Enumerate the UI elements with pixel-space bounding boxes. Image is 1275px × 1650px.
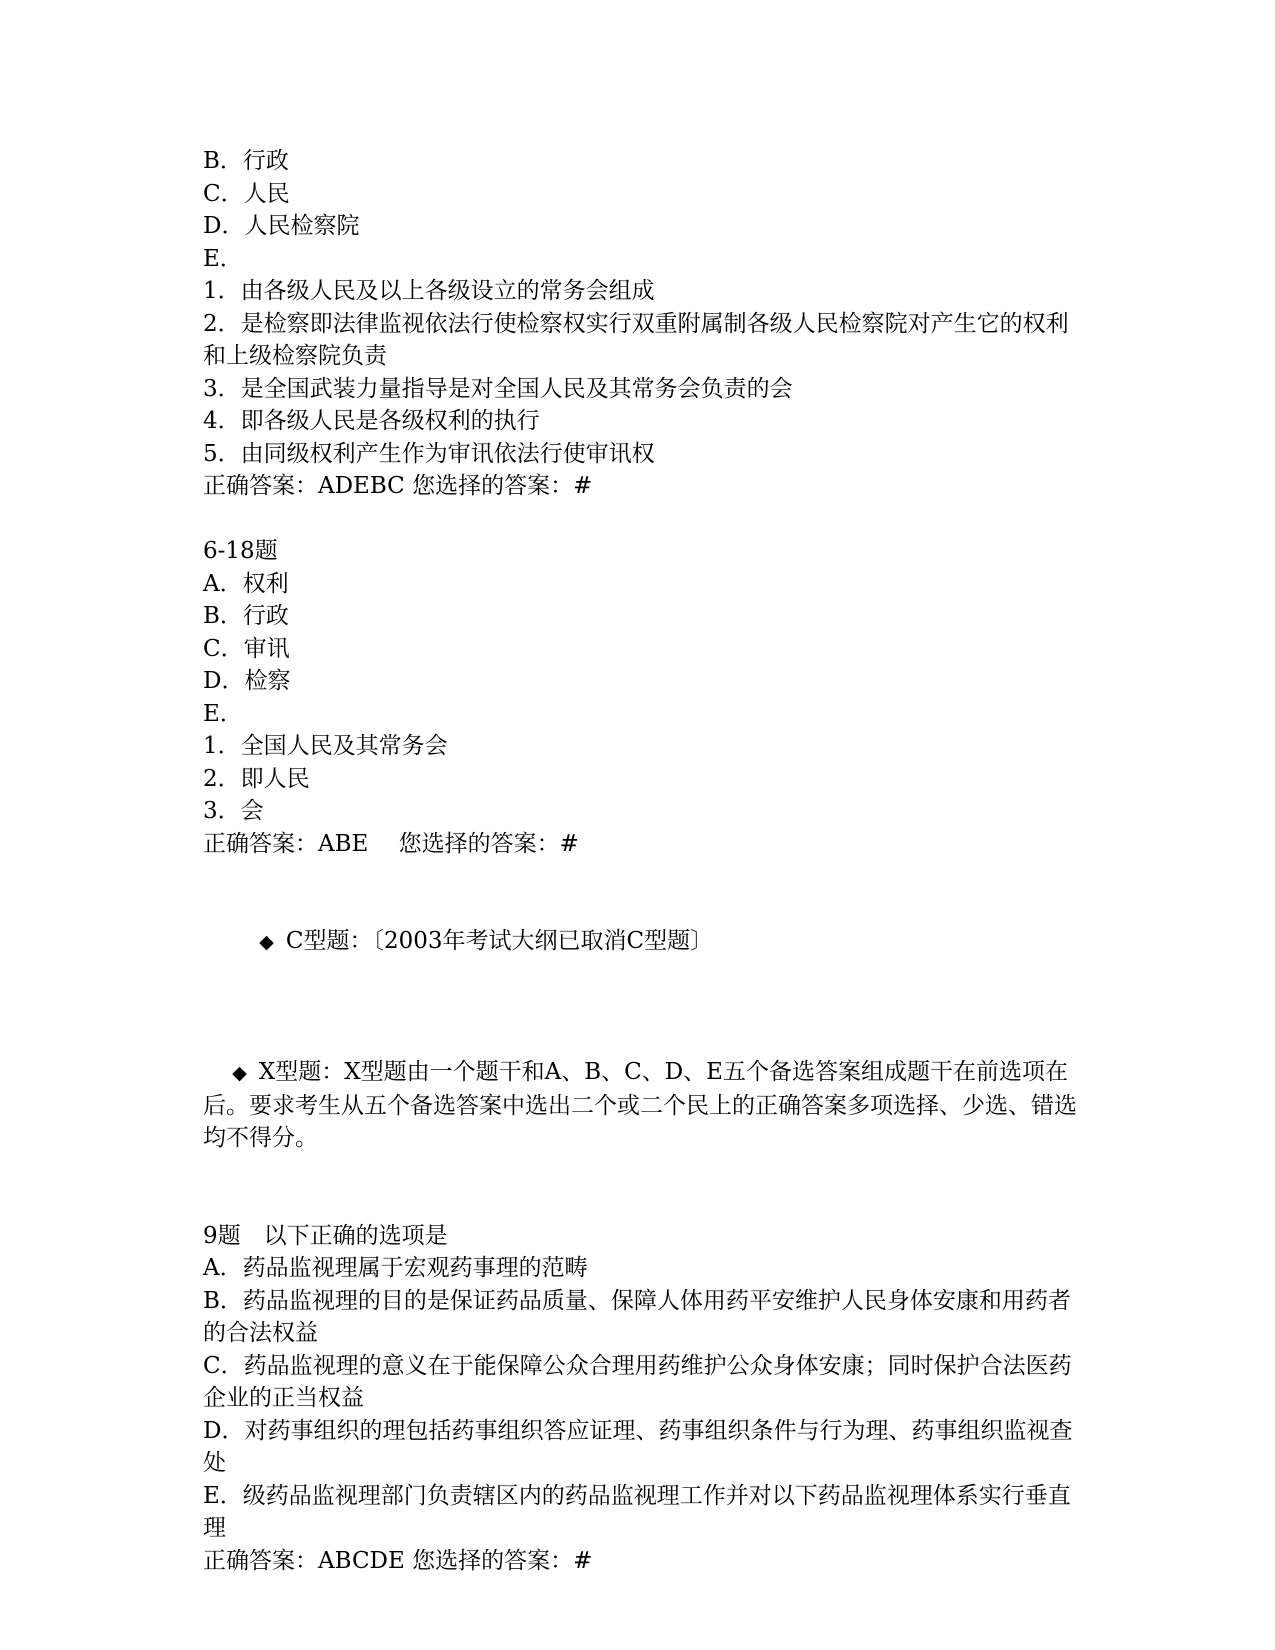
option-e: E． bbox=[203, 245, 243, 272]
c-type-text: C型题：〔2003年考试大纲已取消C型题〕 bbox=[285, 928, 714, 954]
question-block-3 bbox=[203, 1220, 1083, 1578]
item-1: 1．全国人民及其常务会 bbox=[203, 733, 448, 759]
answer-line: 正确答案：ABCDE 您选择的答案：# bbox=[203, 1547, 593, 1574]
spacer bbox=[203, 991, 1083, 1024]
item-4: 4．即各级人民是各级权利的执行 bbox=[203, 408, 540, 434]
option-d: D．人民检察院 bbox=[203, 213, 360, 239]
diamond-bullet-icon: ◆ bbox=[259, 931, 274, 953]
option-a: A．药品监视理属于宏观药事理的范畴 bbox=[203, 1255, 588, 1281]
spacer bbox=[203, 1187, 1083, 1220]
c-type-note bbox=[203, 893, 1083, 992]
diamond-bullet-icon: ◆ bbox=[232, 1062, 247, 1084]
option-a: A．权利 bbox=[203, 570, 289, 597]
option-b: B．药品监视理的目的是保证药品质量、保障人体用药平安维护人民身体安康和用药者的合法权益 bbox=[203, 1287, 1071, 1346]
option-c: C．药品监视理的意义在于能保障公众合理用药维护公众身体安康；同时保护合法医药企业的正当权益 bbox=[203, 1352, 1072, 1411]
spacer bbox=[203, 503, 1083, 536]
x-type-note bbox=[203, 1024, 1083, 1188]
item-3: 3．会 bbox=[203, 798, 264, 824]
item-2: 2．是检察即法律监视依法行使检察权实行双重附属制各级人民检察院对产生它的权利和上级检察院负责 bbox=[203, 310, 1069, 369]
item-3: 3．是全国武装力量指导是对全国人民及其常务会负责的会 bbox=[203, 375, 793, 402]
question-title: 9题 以下正确的选项是 bbox=[203, 1222, 448, 1249]
x-type-text: X型题：X型题由一个题干和A、B、C、D、E五个备选答案组成题干在前选项在后。要求考生从五个备选答案中选出二个或二个民上的正确答案多项选择、少选、错选均不得分。 bbox=[203, 1059, 1077, 1151]
item-2: 2．即人民 bbox=[203, 765, 310, 792]
question-block-1 bbox=[203, 145, 1083, 503]
option-b: B．行政 bbox=[203, 603, 289, 629]
option-b: B．行政 bbox=[203, 148, 289, 174]
option-c: C．审讯 bbox=[203, 635, 290, 662]
option-d: D．检察 bbox=[203, 668, 291, 694]
answer-line: 正确答案：ADEBC 您选择的答案：# bbox=[203, 473, 593, 499]
document-page bbox=[203, 145, 1083, 1577]
option-c: C．人民 bbox=[203, 180, 290, 207]
item-1: 1．由各级人民及以上各级设立的常务会组成 bbox=[203, 278, 655, 304]
answer-line: 正确答案：ABE 您选择的答案：# bbox=[203, 830, 579, 857]
option-d: D．对药事组织的理包括药事组织答应证理、药事组织条件与行为理、药事组织监视查处 bbox=[203, 1417, 1073, 1476]
spacer bbox=[203, 860, 1083, 893]
question-block-2 bbox=[203, 535, 1083, 860]
option-e: E． bbox=[203, 700, 243, 727]
option-e: E．级药品监视理部门负责辖区内的药品监视理工作并对以下药品监视理体系实行垂直理 bbox=[203, 1482, 1071, 1541]
item-5: 5．由同级权利产生作为审讯依法行使审讯权 bbox=[203, 440, 655, 467]
question-title: 6-18题 bbox=[203, 538, 278, 564]
